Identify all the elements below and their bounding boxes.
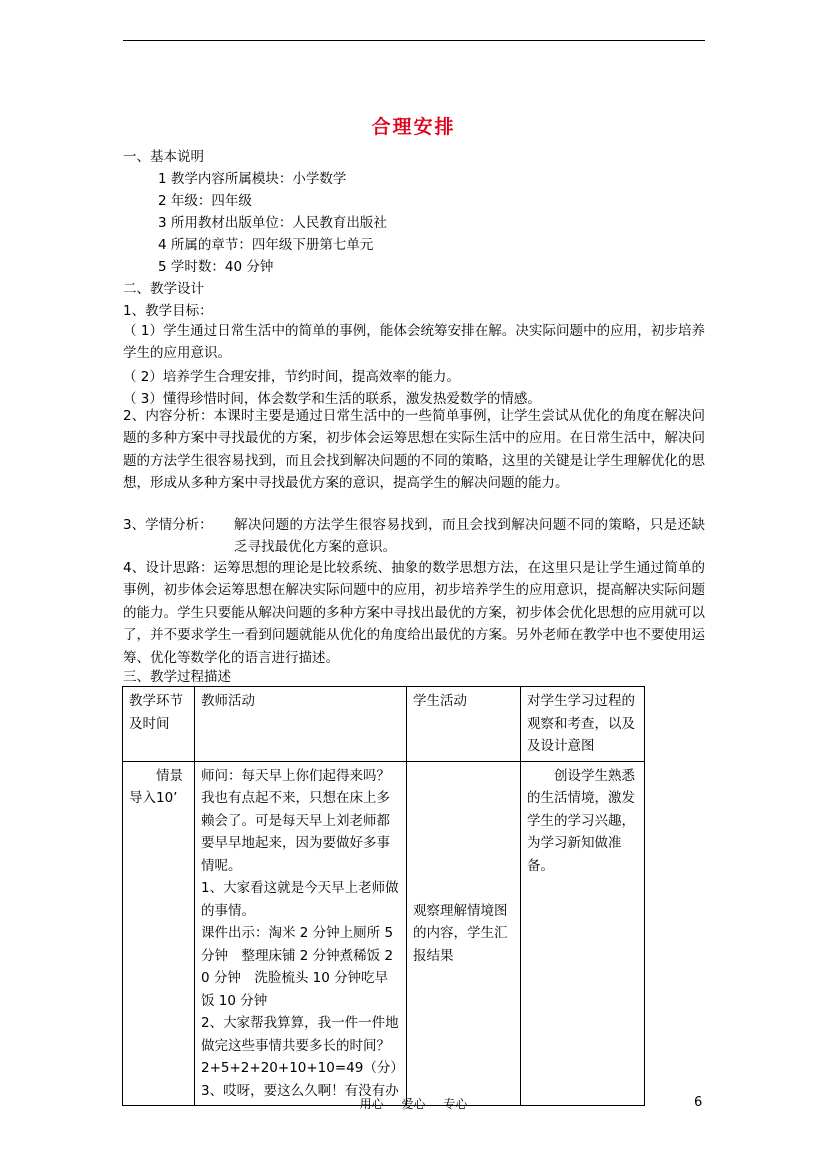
table-header-cell: 教学环节及时间	[123, 687, 195, 762]
section3-heading: 三、教学过程描述	[123, 669, 231, 685]
goal-2: （ 2）培养学生合理安排，节约时间，提高效率的能力。	[123, 369, 460, 385]
table-header-row	[123, 687, 645, 762]
teacher-line: 课件出示：淘米 2 分钟上厕所 5 分钟 整理床铺 2 分钟煮稀饭 20 分钟 洗脸梳头 10 分钟吃早饭 10 分钟	[201, 925, 394, 1009]
table-header-cell: 对学生学习过程的观察和考查，以及及设计意图	[521, 687, 645, 762]
goal-heading: 1、教学目标：	[123, 303, 213, 319]
section1-item: 3 所用教材出版单位：人民教育出版社	[158, 215, 387, 231]
header-rule	[123, 40, 705, 41]
footer	[0, 1095, 827, 1112]
learner-analysis-text: 解决问题的方法学生很容易找到，而且会找到解决问题不同的策略，只是还缺乏寻找最优化方案的意识。	[234, 517, 705, 556]
section2-heading: 二、教学设计	[123, 281, 204, 297]
footer-item: 爱心	[401, 1097, 426, 1111]
student-activity-cell	[407, 761, 521, 1106]
content-analysis: 2、内容分析：本课时主要是通过日常生活中的一些简单事例，让学生尝试从优化的角度在解决问题的多种方案中寻找最优的方案，初步体会运筹思想在实际生活中的应用。在日常生活中，解决问题的方法学生很容易找到，而且会找到解决问题的不同的策略，这里的关键是让学生理解优化的思想，形成从多种方案中寻找最优方案的意识，提高学生的解决问题的能力。	[123, 408, 705, 492]
table-header-cell: 学生活动	[407, 687, 521, 762]
section1-item: 2 年级：四年级	[158, 193, 252, 209]
teacher-line: 1、大家看这就是今天早上老师做的事情。	[201, 880, 399, 919]
teacher-line: 2+5+2+20+10+10=49（分）	[201, 1060, 404, 1076]
stage-cell: 情景导入10’	[123, 761, 195, 1106]
section1-item: 4 所属的章节：四年级下册第七单元	[158, 237, 374, 253]
teacher-line: 2、大家帮我算算，我一件一件地做完这些事情共要多长的时间？	[201, 1015, 399, 1054]
teacher-activity-cell	[195, 761, 407, 1106]
intent-cell: 创设学生熟悉的生活情境，激发学生的学习兴趣，为学习新知做准备。	[521, 761, 645, 1106]
section1-heading: 一、基本说明	[123, 149, 204, 165]
section1-item: 1 教学内容所属模块：小学数学	[158, 171, 347, 187]
teacher-line: 3、哎呀，要这么久啊！有没有办	[201, 1082, 399, 1099]
teaching-process-table	[122, 686, 645, 1106]
table-row	[123, 761, 645, 1106]
page-title: 合理安排	[371, 116, 456, 138]
teacher-line: 师问：每天早上你们起得来吗？我也有点起不来，只想在床上多赖会了。可是每天早上刘老师都要早早地起来，因为要做好多事情呢。	[201, 767, 390, 874]
goal-3: （ 3）懂得珍惜时间，体会数学和生活的联系，激发热爱数学的情感。	[123, 391, 541, 407]
learner-analysis-label: 3、学情分析：	[123, 517, 213, 533]
section1-item: 5 学时数：40 分钟	[158, 259, 274, 275]
page-number: 6	[694, 1095, 703, 1110]
design-idea: 4、设计思路：运筹思想的理论是比较系统、抽象的数学思想方法，在这里只是让学生通过简单的事例，初步体会运筹思想在解决实际问题中的应用，初步培养学生的应用意识，提高解决实际问题的能力。学生只要能从解决问题的多种方案中寻找出最优的方案，初步体会优化思想的应用就可以了，并不要求学生一看到问题就能从优化的角度给出最优的方案。另外老师在教学中也不要使用运筹、优化等数学化的语言进行描述。	[123, 560, 705, 666]
table-header-cell: 教师活动	[195, 687, 407, 762]
footer-item: 用心	[359, 1097, 384, 1111]
student-activity-text: 观察理解情境图的内容，学生汇报结果	[413, 902, 508, 964]
footer-item: 专心	[443, 1097, 468, 1111]
goal-1: （ 1）学生通过日常生活中的简单的事例，能体会统筹安排在解。决实际问题中的应用，初步培养学生的应用意识。	[123, 323, 705, 362]
